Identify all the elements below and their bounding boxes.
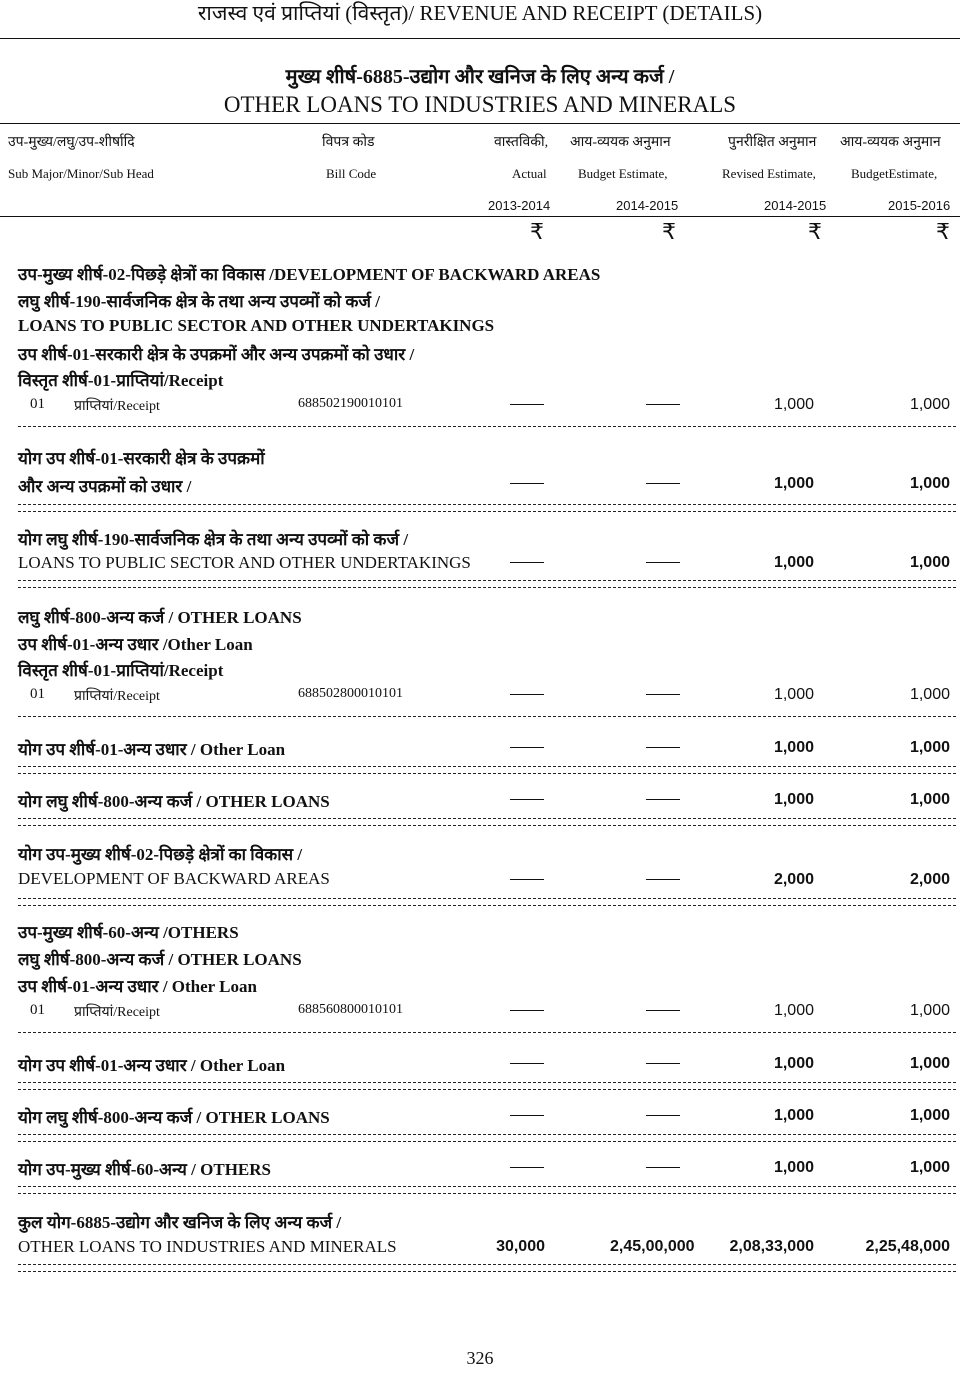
col-billcode-hindi: विपत्र कोड bbox=[322, 135, 375, 150]
col-actual-english: Actual bbox=[512, 166, 547, 181]
grand-total-revised: 2,08,33,000 bbox=[729, 1238, 814, 1255]
major-head-hindi: मुख्य शीर्ष-6885-उद्योग और खनिज के लिए अन्य कर्ज / bbox=[285, 66, 675, 88]
row-budget2-value: 1,000 bbox=[909, 686, 950, 703]
total-budget-nil bbox=[646, 1054, 680, 1072]
row-budget-nil bbox=[646, 395, 680, 413]
col-budget-english: Budget Estimate, bbox=[578, 166, 668, 181]
detail-head-01: विस्तृत शीर्ष-01-प्राप्तियां/Receipt bbox=[18, 661, 224, 680]
minor-head-800: लघु शीर्ष-800-अन्य कर्ज / OTHER LOANS bbox=[18, 950, 302, 969]
total-minor-190-line1: योग लघु शीर्ष-190-सार्वजनिक क्षेत्र के तथा अन्य उपव्मों को कर्ज / bbox=[18, 530, 409, 549]
row-actual-nil bbox=[510, 395, 544, 413]
row-budget2-value: 1,000 bbox=[909, 396, 950, 413]
total-budget2-value: 1,000 bbox=[909, 791, 950, 808]
dashed-rule bbox=[18, 426, 956, 427]
col-billcode-english: Bill Code bbox=[326, 166, 377, 181]
row-label: प्राप्तियां/Receipt bbox=[74, 689, 160, 704]
double-dashed-rule bbox=[18, 1082, 956, 1090]
row-revised-value: 1,000 bbox=[773, 1002, 814, 1019]
subhead-01-other-loan: उप शीर्ष-01-अन्य उधार /Other Loan bbox=[18, 635, 253, 654]
col-budget2-english: BudgetEstimate, bbox=[851, 166, 938, 181]
total-budget2-value: 1,000 bbox=[909, 475, 950, 492]
total-revised-value: 1,000 bbox=[773, 1055, 814, 1072]
double-dashed-rule bbox=[18, 504, 956, 512]
column-header-bottom-rule bbox=[0, 216, 960, 217]
row-bill-code: 688502800010101 bbox=[298, 686, 403, 701]
grand-total-line2: OTHER LOANS TO INDUSTRIES AND MINERALS bbox=[18, 1237, 397, 1256]
col-budget-hindi: आय-व्ययक अनुमान bbox=[570, 135, 671, 150]
total-actual-nil bbox=[510, 1054, 544, 1072]
row-number: 01 bbox=[30, 1002, 45, 1018]
col-subhead-english: Sub Major/Minor/Sub Head bbox=[8, 166, 154, 181]
total-revised-value: 1,000 bbox=[773, 1159, 814, 1176]
dashed-rule bbox=[18, 1032, 956, 1033]
row-actual-nil bbox=[510, 1001, 544, 1019]
grand-total-line1: कुल योग-6885-उद्योग और खनिज के लिए अन्य कर्ज / bbox=[18, 1213, 342, 1232]
double-dashed-rule bbox=[18, 818, 956, 826]
row-actual-nil bbox=[510, 685, 544, 703]
total-budget-nil bbox=[646, 1106, 680, 1124]
grand-total-budget2: 2,25,48,000 bbox=[865, 1238, 950, 1255]
page-header-title: राजस्व एवं प्राप्तियां (विस्तृत)/ REVENUE AND RECEIPT (DETAILS) bbox=[197, 1, 763, 25]
total-revised-value: 1,000 bbox=[773, 475, 814, 492]
col-revised-year: 2014-2015 bbox=[764, 198, 827, 213]
total-actual-nil bbox=[510, 553, 544, 571]
col-actual-year: 2013-2014 bbox=[488, 198, 551, 213]
total-budget2-value: 1,000 bbox=[909, 739, 950, 756]
total-budget2-value: 1,000 bbox=[909, 1107, 950, 1124]
total-minor-800: योग लघु शीर्ष-800-अन्य कर्ज / OTHER LOANS bbox=[18, 1108, 330, 1127]
row-label: प्राप्तियां/Receipt bbox=[74, 399, 160, 414]
page-number: 326 bbox=[466, 1348, 494, 1368]
col-budget2-year: 2015-2016 bbox=[888, 198, 951, 213]
total-actual-nil bbox=[510, 790, 544, 808]
total-revised-value: 1,000 bbox=[773, 791, 814, 808]
total-submajor-02-line2: DEVELOPMENT OF BACKWARD AREAS bbox=[18, 869, 330, 888]
subhead-01-other-loan: उप शीर्ष-01-अन्य उधार / Other Loan bbox=[18, 977, 257, 996]
total-budget-nil bbox=[646, 1158, 680, 1176]
total-budget-nil bbox=[646, 474, 680, 492]
total-budget2-value: 1,000 bbox=[909, 1055, 950, 1072]
grand-total-budget: 2,45,00,000 bbox=[610, 1238, 695, 1255]
row-number: 01 bbox=[30, 396, 45, 412]
row-budget-nil bbox=[646, 685, 680, 703]
total-submajor-02-line1: योग उप-मुख्य शीर्ष-02-पिछड़े क्षेत्रों का विकास / bbox=[18, 845, 303, 864]
total-actual-nil bbox=[510, 738, 544, 756]
col-revised-hindi: पुनरीक्षित अनुमान bbox=[728, 135, 817, 150]
total-budget-nil bbox=[646, 738, 680, 756]
total-budget-nil bbox=[646, 870, 680, 888]
total-revised-value: 1,000 bbox=[773, 739, 814, 756]
row-number: 01 bbox=[30, 686, 45, 702]
total-subhead-01-line2: और अन्य उपक्रमों को उधार / bbox=[18, 477, 192, 496]
total-actual-nil bbox=[510, 870, 544, 888]
row-budget-nil bbox=[646, 1001, 680, 1019]
minor-head-190-hindi: लघु शीर्ष-190-सार्वजनिक क्षेत्र के तथा अन्य उपव्मों को कर्ज / bbox=[18, 292, 380, 311]
total-actual-nil bbox=[510, 1106, 544, 1124]
column-header-top-rule bbox=[0, 123, 960, 124]
header-rule bbox=[0, 38, 960, 39]
double-dashed-rule bbox=[18, 1134, 956, 1142]
rupee-symbol-budget: ₹ bbox=[662, 220, 676, 245]
total-revised-value: 1,000 bbox=[773, 554, 814, 571]
double-dashed-rule bbox=[18, 766, 956, 774]
rupee-symbol-budget2: ₹ bbox=[936, 220, 950, 245]
total-subhead-01-line1: योग उप शीर्ष-01-सरकारी क्षेत्र के उपक्रमों bbox=[18, 449, 265, 468]
total-actual-nil bbox=[510, 474, 544, 492]
submajor-head-02: उप-मुख्य शीर्ष-02-पिछड़े क्षेत्रों का विकास /DEVELOPMENT OF BACKWARD AREAS bbox=[18, 265, 601, 284]
row-budget2-value: 1,000 bbox=[909, 1002, 950, 1019]
rupee-symbol-actual: ₹ bbox=[530, 220, 544, 245]
double-dashed-rule bbox=[18, 580, 956, 588]
double-dashed-rule bbox=[18, 1264, 956, 1272]
col-budget-year: 2014-2015 bbox=[616, 198, 679, 213]
total-budget2-value: 1,000 bbox=[909, 1159, 950, 1176]
double-dashed-rule bbox=[18, 1186, 956, 1194]
col-subhead-hindi: उप-मुख्य/लघु/उप-शीर्षादि bbox=[8, 135, 135, 150]
row-revised-value: 1,000 bbox=[773, 686, 814, 703]
total-minor-190-line2: LOANS TO PUBLIC SECTOR AND OTHER UNDERTAKINGS bbox=[18, 553, 471, 572]
double-dashed-rule bbox=[18, 898, 956, 906]
total-minor-800: योग लघु शीर्ष-800-अन्य कर्ज / OTHER LOANS bbox=[18, 792, 330, 811]
total-actual-nil bbox=[510, 1158, 544, 1176]
total-revised-value: 1,000 bbox=[773, 1107, 814, 1124]
total-budget2-value: 1,000 bbox=[909, 554, 950, 571]
submajor-head-60: उप-मुख्य शीर्ष-60-अन्य /OTHERS bbox=[18, 923, 239, 942]
grand-total-actual: 30,000 bbox=[496, 1238, 545, 1255]
col-actual-hindi: वास्तविकी, bbox=[494, 135, 549, 150]
subhead-01-govt: उप शीर्ष-01-सरकारी क्षेत्र के उपक्रमों और अन्य उपक्रमों को उधार / bbox=[18, 345, 415, 364]
total-subhead-01: योग उप शीर्ष-01-अन्य उधार / Other Loan bbox=[18, 740, 286, 759]
detail-head-01: विस्तृत शीर्ष-01-प्राप्तियां/Receipt bbox=[18, 371, 224, 390]
total-budget-nil bbox=[646, 553, 680, 571]
row-bill-code: 688502190010101 bbox=[298, 396, 403, 411]
row-revised-value: 1,000 bbox=[773, 396, 814, 413]
rupee-symbol-revised: ₹ bbox=[808, 220, 822, 245]
total-subhead-01: योग उप शीर्ष-01-अन्य उधार / Other Loan bbox=[18, 1056, 286, 1075]
row-label: प्राप्तियां/Receipt bbox=[74, 1005, 160, 1020]
total-submajor-60: योग उप-मुख्य शीर्ष-60-अन्य / OTHERS bbox=[18, 1160, 271, 1179]
total-revised-value: 2,000 bbox=[773, 871, 814, 888]
total-budget2-value: 2,000 bbox=[909, 871, 950, 888]
minor-head-800: लघु शीर्ष-800-अन्य कर्ज / OTHER LOANS bbox=[18, 608, 302, 627]
col-budget2-hindi: आय-व्ययक अनुमान bbox=[840, 135, 941, 150]
total-budget-nil bbox=[646, 790, 680, 808]
row-bill-code: 688560800010101 bbox=[298, 1002, 403, 1017]
dashed-rule bbox=[18, 716, 956, 717]
minor-head-190-english: LOANS TO PUBLIC SECTOR AND OTHER UNDERTAKINGS bbox=[18, 316, 495, 335]
major-head-english: OTHER LOANS TO INDUSTRIES AND MINERALS bbox=[223, 92, 737, 117]
col-revised-english: Revised Estimate, bbox=[722, 166, 816, 181]
